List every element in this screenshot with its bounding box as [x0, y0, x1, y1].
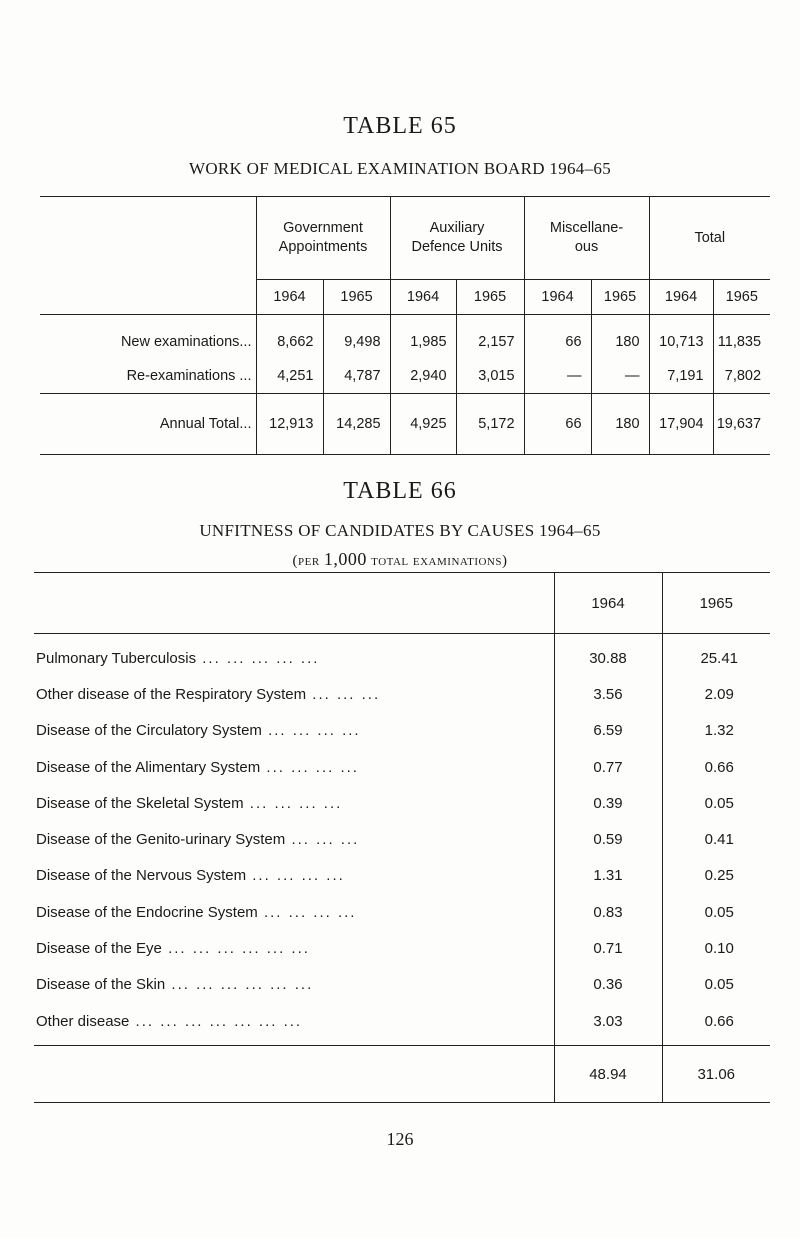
- row-label: [34, 1003, 554, 1039]
- cell: 5,172: [456, 394, 524, 455]
- dot-leader: ... ... ...: [306, 685, 381, 703]
- cell: —: [524, 359, 591, 394]
- header-group-line: Total: [694, 229, 726, 246]
- cell-1964: 0.36: [554, 967, 662, 1003]
- cell: 7,191: [649, 359, 713, 394]
- cell-1964: 0.77: [554, 749, 662, 785]
- cell: 7,802: [713, 359, 770, 394]
- cell: 180: [591, 394, 649, 455]
- cause-label: Other disease of the Respiratory System: [36, 685, 307, 703]
- row-label: [34, 713, 554, 749]
- table-65-subtitle: WORK OF MEDICAL EXAMINATION BOARD 1964–65: [188, 159, 612, 178]
- table-65-title: TABLE 65: [343, 113, 457, 139]
- cause-label: Disease of the Circulatory System: [36, 722, 262, 740]
- cell-1965: 2.09: [662, 676, 770, 712]
- cell-1965: 0.05: [662, 785, 770, 821]
- dot-leader: ... ... ... ...: [243, 794, 343, 812]
- table-row: [34, 640, 770, 676]
- row-label: [34, 640, 554, 676]
- header-empty-cell: [34, 573, 554, 634]
- cause-label: Disease of the Nervous System: [36, 867, 247, 885]
- total-row: [34, 1046, 770, 1103]
- dot-leader: ... ... ...: [285, 831, 360, 849]
- table-row: [34, 749, 770, 785]
- row-label: Re-examinations ...: [126, 368, 252, 384]
- cell-1965: 0.25: [662, 858, 770, 894]
- cause-label: Disease of the Eye: [36, 940, 162, 958]
- cell: 66: [524, 394, 591, 455]
- table-66-subtitle: UNFITNESS OF CANDIDATES BY CAUSES 1964–65: [199, 521, 601, 540]
- row-label: Annual Total...: [40, 394, 256, 455]
- cause-label: Disease of the Endocrine System: [36, 903, 258, 921]
- cell-1965: 0.41: [662, 821, 770, 857]
- year-header: 1964: [524, 280, 591, 315]
- row-label: [34, 930, 554, 966]
- year-header: 1964: [649, 280, 713, 315]
- header-group-line: Appointments: [278, 239, 368, 255]
- table-row: [34, 821, 770, 857]
- table-row: [34, 676, 770, 712]
- cause-label: Other disease: [36, 1012, 130, 1030]
- cause-label: Disease of the Genito-urinary System: [36, 831, 286, 849]
- cell: 180: [591, 325, 649, 359]
- row-label: [34, 821, 554, 857]
- table-row: [40, 359, 770, 394]
- cell-1965: 25.41: [662, 640, 770, 676]
- table-row: [40, 325, 770, 359]
- cell: 4,925: [390, 394, 456, 455]
- header-empty-cell: [40, 197, 256, 280]
- table-66-note: [0, 549, 800, 570]
- cell: 11,835: [713, 325, 770, 359]
- cell: 14,285: [323, 394, 390, 455]
- dot-leader: ... ... ... ...: [260, 758, 359, 776]
- table-row: [34, 894, 770, 930]
- header-group-auxiliary: [390, 197, 524, 280]
- cell: 17,904: [649, 394, 713, 455]
- cell: 10,713: [649, 325, 713, 359]
- cell-1964: 30.88: [554, 640, 662, 676]
- cell-1965: 0.66: [662, 1003, 770, 1039]
- row-label: [34, 967, 554, 1003]
- cell-1964: 0.83: [554, 894, 662, 930]
- cell-1964: 0.39: [554, 785, 662, 821]
- row-label: [34, 749, 554, 785]
- header-group-miscellaneous: [524, 197, 649, 280]
- cause-label: Disease of the Skeletal System: [36, 794, 244, 812]
- note-open: (per: [292, 553, 324, 569]
- year-header: 1964: [554, 573, 662, 634]
- year-header: 1965: [662, 573, 770, 634]
- cell: 66: [524, 325, 591, 359]
- dot-leader: ... ... ... ...: [261, 722, 361, 740]
- header-group-line: Defence Units: [411, 239, 503, 255]
- table-row: [34, 713, 770, 749]
- page-number: 126: [386, 1129, 414, 1149]
- cell: 8,662: [256, 325, 323, 359]
- note-number: 1,000: [323, 549, 367, 569]
- dot-leader: ... ... ... ... ...: [196, 649, 320, 667]
- table-row: [34, 930, 770, 966]
- header-group-total: [649, 197, 770, 280]
- year-header: 1965: [456, 280, 524, 315]
- table-row: [34, 785, 770, 821]
- year-header: 1964: [256, 280, 323, 315]
- cell: 2,157: [456, 325, 524, 359]
- cell: 19,637: [713, 394, 770, 455]
- year-header: 1965: [713, 280, 770, 315]
- header-group-line: Auxiliary: [429, 220, 485, 236]
- cell-1964: 3.56: [554, 676, 662, 712]
- dot-leader: ... ... ... ...: [246, 867, 345, 885]
- table-66: [34, 572, 770, 1103]
- year-header: 1965: [323, 280, 390, 315]
- header-group-line: Miscellane-: [549, 220, 624, 236]
- cause-label: Pulmonary Tuberculosis: [36, 649, 197, 667]
- dot-leader: ... ... ... ... ... ...: [161, 940, 310, 958]
- row-label: [34, 676, 554, 712]
- total-1964: 48.94: [554, 1046, 662, 1103]
- table-row: [34, 967, 770, 1003]
- cell: 2,940: [390, 359, 456, 394]
- cell: 1,985: [390, 325, 456, 359]
- header-empty-cell: [40, 280, 256, 315]
- cell-1965: 0.05: [662, 967, 770, 1003]
- cell-1964: 3.03: [554, 1003, 662, 1039]
- cell-1965: 0.10: [662, 930, 770, 966]
- total-empty-cell: [34, 1046, 554, 1103]
- year-header: 1964: [390, 280, 456, 315]
- row-label: New examinations...: [120, 334, 252, 350]
- header-group-line: Government: [283, 220, 363, 236]
- table-row: [34, 858, 770, 894]
- year-header: 1965: [591, 280, 649, 315]
- cell: 3,015: [456, 359, 524, 394]
- total-row: [40, 394, 770, 455]
- table-row: [34, 1003, 770, 1039]
- cell: 4,251: [256, 359, 323, 394]
- cause-label: Disease of the Alimentary System: [36, 758, 261, 776]
- cell: 12,913: [256, 394, 323, 455]
- header-group-line: ous: [574, 239, 599, 255]
- cell-1964: 0.71: [554, 930, 662, 966]
- cell-1965: 0.66: [662, 749, 770, 785]
- note-close: total examinations): [366, 553, 508, 569]
- cell-1964: 1.31: [554, 858, 662, 894]
- header-group-government: [256, 197, 390, 280]
- cell-1964: 6.59: [554, 713, 662, 749]
- cell: —: [591, 359, 649, 394]
- dot-leader: ... ... ... ... ... ...: [165, 976, 314, 994]
- cell: 9,498: [323, 325, 390, 359]
- total-1965: 31.06: [662, 1046, 770, 1103]
- table-66-title: TABLE 66: [343, 478, 457, 504]
- row-label: [34, 894, 554, 930]
- row-label: [34, 785, 554, 821]
- cause-label: Disease of the Skin: [36, 976, 166, 994]
- cell-1965: 1.32: [662, 713, 770, 749]
- cell: 4,787: [323, 359, 390, 394]
- row-label: [34, 858, 554, 894]
- dot-leader: ... ... ... ... ... ... ...: [129, 1012, 303, 1030]
- cell-1964: 0.59: [554, 821, 662, 857]
- table-65: [40, 196, 770, 455]
- dot-leader: ... ... ... ...: [257, 903, 357, 921]
- cell-1965: 0.05: [662, 894, 770, 930]
